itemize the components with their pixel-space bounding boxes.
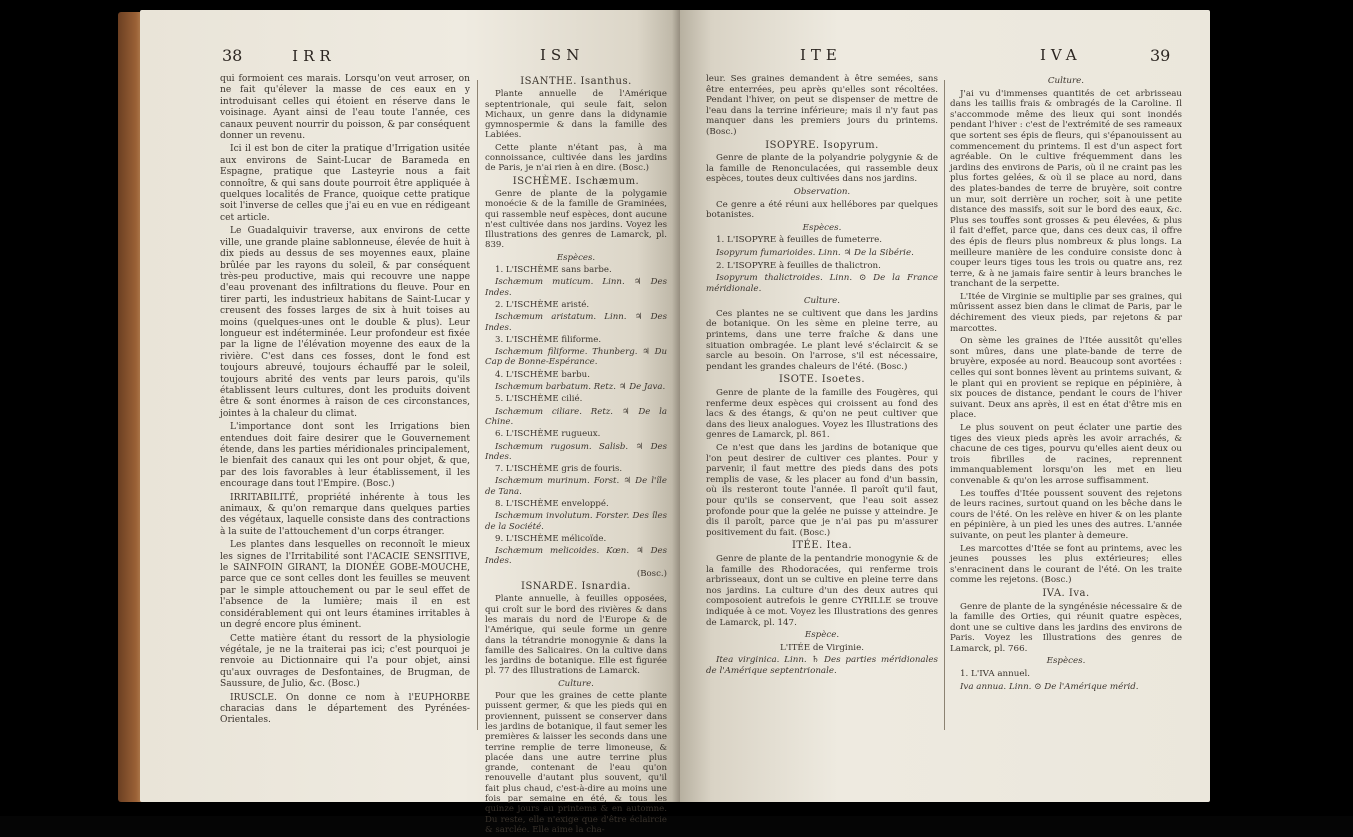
paragraph: Les plantes dans lesquelles on reconnoît le mieux les signes de l'Irritabilité sont l'ACACIE SENSITIVE, le SAINFOIN GIRANT, la DIONÉE GOBE-MOUCHE, parce que ce sont celles dont les feuilles se meuvent par le simple attouchement ou par le seul effet de l'absence de la lumière; mais il en est considérablement qui ont leurs étamines irritables à un degré encore plus éminent. xyxy=(220,540,470,631)
species-line: 7. L'ISCHÈME gris de fouris. xyxy=(495,464,623,475)
paragraph: qui formoient ces marais. Lorsqu'on veut arroser, on ne fait qu'élever la masse de ces eaux en y introduisant celles qui étoient en réserve dans le voisinage. Ayant ainsi de l'eau toute l'année, ces canaux peuvent nourrir du poisson, & par conséquent donner un revenu. xyxy=(220,74,470,142)
species-line: 5. L'ISCHÈME cilié. xyxy=(495,394,583,405)
paragraph: Pour que les graines de cette plante puissent germer, & que les pieds qui en proviennent, puissent se conserver dans les jardins de botanique, il faut semer les premières & laisser les seconds dans une terrine remplie de terre limoneuse, & placée dans une autre terrine plus grande, contenant de l'eau qu'on renouvelle d'autant plus souvent, qu'il fait plus chaud, c'est-à-dire au moins une fois par semaine en été, & tous les quinze jours au printems & en automne. Du reste, elle n'exige que d'être éclaircie & sarclée. Elle aime la cha- xyxy=(485,691,667,835)
entry-title-isopyre: ISOPYRE. Isopyrum. xyxy=(765,139,879,151)
species-line: Isopyrum thalictroides. Linn. ⊙ De la France méridionale. xyxy=(706,273,938,294)
species-line: Ischæmum murinum. Forst. ♃ De l'île de Tana. xyxy=(485,476,667,497)
paragraph: Plante annuelle, à feuilles opposées, qui croît sur le bord des rivières & dans les marais du nord de l'Europe & de l'Amérique, qui seule forme un genre dans la tétrandrie monogynie & dans la famille des Salicaires. On la cultive dans les jardins de botanique. Elle est figurée pl. 77 des Illustrations de Lamarck. xyxy=(485,594,667,677)
species-line: Itea virginica. Linn. ♄ Des parties méridionales de l'Amérique septentrionale. xyxy=(706,655,938,676)
species-line: L'ITÉE de Virginie. xyxy=(780,642,864,653)
paragraph: Genre de plante de la famille des Fougères, qui renferme deux espèces qui croissent au fond des lacs & des étangs, & qu'on ne peut cultiver que dans des lieux analogues. Voyez les Illustrations des genres de Lamarck, pl. 861. xyxy=(706,388,938,441)
paragraph: leur. Ses graines demandent à être semées, sans être enterrées, peu après qu'elles sont récoltées. Pendant l'hiver, on peut se dispenser de mettre de l'eau dans la terrine inférieure; mais il n'y faut pas manquer dans les premiers jours du printems. (Bosc.) xyxy=(706,74,938,137)
paragraph: Genre de plante de la polyandrie polygynie & de la famille de Renonculacées, qui rassemble deux espèces, toutes deux cultivées dans nos jardins. xyxy=(706,153,938,185)
column-rule xyxy=(944,80,945,730)
paragraph: Genre de plante de la pentandrie monogynie & de la famille des Rhodoracées, qui renferme trois arbrisseaux, dont un se cultive en pleine terre dans nos jardins. La culture d'un des deux autres qui composoient autrefois le genre CYRILLE se trouve indiquée à ce mot. Voyez les Illustrations des genres de Lamarck, pl. 147. xyxy=(706,553,938,628)
species-line: 4. L'ISCHÈME barbu. xyxy=(495,369,590,380)
section-label-observation: Observation. xyxy=(793,186,851,197)
paragraph: Le Guadalquivir traverse, aux environs de cette ville, une grande plaine sablonneuse, élevée de huit à dix pieds au dessus de ses moyennes eaux, plaine brûlée par les rayons du soleil, & par conséquent très-peu productive, mais qui recouvre une nappe d'eau provenant des infiltrations du fleuve. Pour en tirer parti, les industrieux habitans de Saint-Lucar y creusent des fosses larges de six à huit toises au moins (quelques-unes ont le double & plus). Leur longueur est indéterminée. Leur profondeur est fixée par la ligne de l'élévation moyenne des eaux de la rivière. C'est dans ces fosses, dont le fond est toujours abreuvé, toujours échauffé par le soleil, toujours abrité des vents par leurs parois, qu'ils établissent leurs cultures, dont les produits doivent être & sont énormes à raison de ces circonstances, jointes à la chaleur du climat. xyxy=(220,226,470,419)
right-running-head-2: IVA xyxy=(1040,46,1082,64)
paragraph: Le plus souvent on peut éclater une partie des tiges des vieux pieds après les avoir arrachés, & chacune de ces tiges, pourvu qu'elles aient deux ou trois fibrilles de racines, reprennent immanquablement lorsqu'on les met en lieu convenable & qu'on les arrose suffisamment. xyxy=(950,423,1182,486)
paragraph: On sème les graines de l'Itée aussitôt qu'elles sont mûres, dans une plate-bande de terre de bruyère, exposée au nord. Beaucoup sont avortées : celles qui sont bonnes lèvent au printems suivant, & le plant qui en provient se repique en pépinière, à six pouces de distance, pendant le cours de l'hiver suivant. Deux ans après, il est en état d'être mis en place. xyxy=(950,336,1182,421)
species-line: 8. L'ISCHÈME enveloppé. xyxy=(495,498,609,509)
paragraph: Ces plantes ne se cultivent que dans les jardins de botanique. On les sème en pleine terre, au printems, dans une terre fraîche & dans une situation ombragée. Le plant levé s'éclaircit & se sarcle au besoin. On l'arrose, s'il est nécessaire, pendant les grandes chaleurs de l'été. (Bosc.) xyxy=(706,308,938,372)
left-running-head-1: IRR xyxy=(292,47,336,65)
right-page-column-2 xyxy=(950,74,1182,694)
entry-title-isanthe: ISANTHE. Isanthus. xyxy=(520,76,632,87)
entry-title-isote: ISOTE. Isoetes. xyxy=(778,374,866,386)
species-line: Ischæmum ciliare. Retz. ♃ De la Chine. xyxy=(485,406,667,427)
paragraph: Cette plante n'étant pas, à ma connoissance, cultivée dans les jardins de Paris, je n'ai rien à en dire. (Bosc.) xyxy=(485,142,667,174)
species-line: 9. L'ISCHÈME mélicoïde. xyxy=(495,533,607,544)
left-page-header-left xyxy=(222,46,336,65)
paragraph: Genre de plante de la polygamie monoécie & de la famille de Graminées, qui rassemble neuf espèces, dont aucune n'est cultivée dans nos jardins. Voyez les Illustrations des genres de Lamarck, pl. 839. xyxy=(485,188,667,251)
left-page-number: 38 xyxy=(222,46,243,65)
species-line: Isopyrum fumarioides. Linn. ♃ De la Sibérie. xyxy=(716,247,914,258)
species-line: Ischæmum aristatum. Linn. ♃ Des Indes. xyxy=(485,312,667,333)
entry-title-isnarde: ISNARDE. Isnardia. xyxy=(521,581,631,593)
paragraph: Ce genre a été réuni aux hellébores par quelques botanistes. xyxy=(706,199,938,221)
right-page xyxy=(680,10,1210,802)
section-label-especes: Espèces. xyxy=(556,252,596,263)
left-page xyxy=(140,10,680,835)
right-page-number: 39 xyxy=(1150,46,1171,65)
species-line: 1. L'ISCHÈME sans barbe. xyxy=(495,265,612,276)
paragraph: Les marcottes d'Itée se font au printems, avec les jeunes pousses les plus extérieures; elles s'enracinent dans le courant de l'été. On les traite comme les rejetons. (Bosc.) xyxy=(950,543,1182,586)
species-line: 2. L'ISCHÈME aristé. xyxy=(495,299,590,310)
entry-irritabilite: IRRITABILITÉ, propriété inhérente à tous les animaux, & qu'on remarque dans quelques parties des végétaux, laquelle consiste dans des contractions à la suite de l'attouchement d'un corps étranger. xyxy=(220,492,470,537)
paragraph: Ce n'est que dans les jardins de botanique que l'on peut desirer de cultiver ces plantes. Pour y parvenir, il faut mettre des pieds dans des pots remplis de vase, & les placer au fond d'un bassin, où ils resteront toute l'année. Il paroît qu'il faut, pour qu'ils se conservent, que l'eau soit assez profonde pour que la gelée ne puisse y atteindre. Je dis il paroît, parce que je n'ai pas pu m'assurer positivement du fait. (Bosc.) xyxy=(706,443,938,538)
column-rule xyxy=(477,80,478,730)
entry-title-itee: ITÉE. Itea. xyxy=(791,540,853,552)
species-line: 3. L'ISCHÈME filiforme. xyxy=(495,334,602,345)
paragraph: Les touffes d'Itée poussent souvent des rejetons de leurs racines, surtout quand on les bêche dans le cours de l'été. On les relève en hiver & on les plante en pépinière, à un pied les unes des autres. L'année suivante, on peut les planter à demeure. xyxy=(950,488,1182,541)
species-line: 1. L'IVA annuel. xyxy=(960,669,1031,680)
left-page-column-1 xyxy=(220,74,470,729)
species-line: Ischæmum muticum. Linn. ♃ Des Indes. xyxy=(485,277,667,298)
entry-title-ischeme: ISCHÈME. Ischæmum. xyxy=(512,175,640,187)
paragraph: Plante annuelle de l'Amérique septentrionale, qui seule fait, selon Michaux, un genre dans la didynamie gymnospermie & dans la famille des Labiées. xyxy=(485,89,667,141)
species-line: Ischæmum barbatum. Retz. ♃ De Java. xyxy=(495,382,666,393)
paragraph: Genre de plante de la syngénésie nécessaire & de la famille des Orties, qui réunit quatre espèces, dont une se cultive dans les jardins des environs de Paris. Voyez les Illustrations des genres de Lamarck, pl. 766. xyxy=(950,601,1182,654)
species-line: 2. L'ISOPYRE à feuilles de thalictron. xyxy=(716,260,881,271)
paragraph: L'importance dont sont les Irrigations bien entendues doit faire desirer que le Gouvernement étende, dans les parties méridionales principalement, le bienfait des canaux qui les ont pour objet, & que, par des lois favorables à leur établissement, il les encourage dans tout l'Empire. (Bosc.) xyxy=(220,422,470,490)
section-label-culture: Culture. xyxy=(803,296,841,307)
paragraph: J'ai vu d'immenses quantités de cet arbrisseau dans les taillis frais & ombragés de la Caroline. Il s'accommode même des lieux qui sont inondés pendant l'hiver : c'est de l'extrémité de ses rameaux que sortent ses épis de fleurs, qui s'épanouissent au commencement du printems. Il est d'un aspect fort agréable. On le cultive fréquemment dans les jardins des environs de Paris, où il ne craint pas les plus fortes gelées, & où il se place au nord, dans des plates-bandes de terre de bruyère, soit contre un mur, soit derrière un rocher, soit à une petite distance des massifs, soit sur le bord des eaux, &c. Plus ses touffes sont grosses & peu élevées, & plus il fait d'effet, parce que, dans ces deux cas, il offre des épis de fleurs plus nombreux & plus longs. La meilleure manière de les conduire consiste donc à couper leurs tiges tous les trois ou quatre ans, rez terre, & à ne jamais faire sentir à leurs branches le tranchant de la serpette. xyxy=(950,88,1182,290)
section-label-especes: Espèces. xyxy=(802,222,842,233)
section-label-espece: Espèce. xyxy=(804,630,840,641)
left-page-column-2 xyxy=(485,74,667,837)
right-page-column-1 xyxy=(706,74,938,678)
species-line: Ischæmum filiforme. Thunberg. ♃ Du Cap de Bonne-Espérance. xyxy=(485,347,667,368)
species-line: Ischæmum involutum. Forster. Des îles de la Société. xyxy=(485,511,667,532)
entry-title-iva: IVA. Iva. xyxy=(1042,587,1090,599)
paragraph: Cette matière étant du ressort de la physiologie végétale, je ne la traiterai pas ici; c'est pourquoi je renvoie au Dictionnaire qui l'a pour objet, ainsi qu'aux ouvrages de Desfontaines, de Brugman, de Saussure, de Julio, &c. (Bosc.) xyxy=(220,633,470,690)
author-ref: (Bosc.) xyxy=(636,568,667,579)
section-label-culture: Culture. xyxy=(1047,76,1085,86)
entry-iruscle: IRUSCLE. On donne ce nom à l'EUPHORBE characias dans le département des Pyrénées-Orientales. xyxy=(220,692,470,726)
species-line: 1. L'ISOPYRE à feuilles de fumeterre. xyxy=(716,235,883,246)
species-line: Iva annua. Linn. ⊙ De l'Amérique mérid. xyxy=(960,681,1139,692)
species-line: 6. L'ISCHÈME rugueux. xyxy=(495,429,601,440)
species-line: Ischæmum rugosum. Salisb. ♃ Des Indes. xyxy=(485,441,667,462)
left-running-head-2: ISN xyxy=(540,46,585,64)
paragraph: L'Itée de Virginie se multiplie par ses graines, qui mûrissent assez bien dans le climat de Paris, par le déchirement des vieux pieds, par rejetons & par marcottes. xyxy=(950,291,1182,334)
section-label-culture: Culture. xyxy=(558,678,594,689)
species-line: Ischæmum melicoides. Kœn. ♃ Des Indes. xyxy=(485,546,667,567)
right-running-head-1: ITE xyxy=(800,46,842,64)
paragraph: Ici il est bon de citer la pratique d'Irrigation usitée aux environs de Saint-Lucar de Barameda en Espagne, pratique que Lasteyrie nous a fait connoître, & qui sans doute pourroit être appliquée à quelques localités de France, quoique cette pratique soit l'inverse de celles que j'ai eu en vue en rédigeant cet article. xyxy=(220,144,470,223)
section-label-especes: Espèces. xyxy=(1046,656,1086,667)
